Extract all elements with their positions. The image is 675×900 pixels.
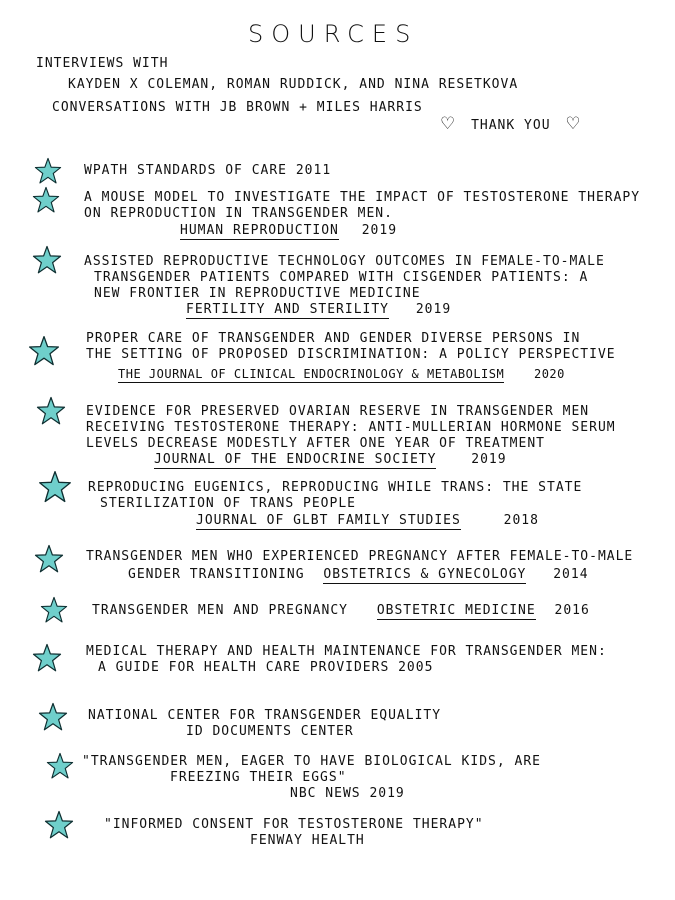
journal-name: FERTILITY AND STERILITY (186, 302, 390, 317)
intro-line-1: INTERVIEWS WITH (36, 56, 169, 71)
source-5-line-1: EVIDENCE FOR PRESERVED OVARIAN RESERVE IN TRANSGENDER MEN (86, 404, 590, 419)
star-icon (38, 702, 68, 732)
source-11-line-3: NBC NEWS 2019 (290, 786, 405, 801)
source-7-line-2: GENDER TRANSITIONING (128, 567, 305, 582)
source-7-citation (128, 567, 589, 583)
publication-year: 2019 (471, 452, 507, 467)
source-4-line-1: PROPER CARE OF TRANSGENDER AND GENDER DIVERSE PERSONS IN (86, 331, 581, 346)
star-icon (34, 157, 62, 185)
star-icon (40, 596, 68, 624)
publication-year: 2019 (361, 223, 398, 238)
journal-name: JOURNAL OF THE ENDOCRINE SOCIETY (154, 452, 437, 467)
source-8-citation (92, 603, 590, 619)
source-12-line-2: FENWAY HEALTH (250, 833, 365, 848)
source-9-line-2: A GUIDE FOR HEALTH CARE PROVIDERS 2005 (98, 660, 434, 675)
source-4-citation (118, 366, 565, 382)
source-2-line-1: A MOUSE MODEL TO INVESTIGATE THE IMPACT OF TESTOSTERONE THERAPY (84, 190, 641, 205)
heart-icon: ♡ (565, 114, 582, 134)
source-6-line-2: STERILIZATION OF TRANS PEOPLE (100, 496, 356, 511)
publication-year: 2020 (533, 367, 565, 381)
journal-name: JOURNAL OF GLBT FAMILY STUDIES (196, 513, 461, 528)
source-12-line-1: "INFORMED CONSENT FOR TESTOSTERONE THERAPY" (104, 817, 484, 832)
publication-year: 2019 (415, 302, 452, 317)
source-5-line-3: LEVELS DECREASE MODESTLY AFTER ONE YEAR OF TREATMENT (86, 436, 545, 451)
publication-year: 2014 (553, 567, 589, 582)
source-3-line-2: TRANSGENDER PATIENTS COMPARED WITH CISGENDER PATIENTS: A (94, 270, 589, 285)
thank-you-note (440, 116, 582, 134)
publication-year: 2018 (503, 513, 539, 528)
source-2-line-2: ON REPRODUCTION IN TRANSGENDER MEN. (84, 206, 393, 221)
source-5-citation (154, 452, 507, 468)
source-2-citation (180, 223, 397, 239)
journal-name: OBSTETRIC MEDICINE (376, 603, 536, 618)
source-10-line-2: ID DOCUMENTS CENTER (186, 724, 354, 739)
source-9-line-1: MEDICAL THERAPY AND HEALTH MAINTENANCE FOR TRANSGENDER MEN: (86, 644, 607, 659)
star-icon (44, 810, 74, 840)
journal-name: THE JOURNAL OF CLINICAL ENDOCRINOLOGY & METABOLISM (118, 367, 505, 381)
source-3-line-1: ASSISTED REPRODUCTIVE TECHNOLOGY OUTCOMES IN FEMALE-TO-MALE (84, 254, 605, 269)
intro-line-2: KAYDEN X COLEMAN, ROMAN RUDDICK, AND NINA RESETKOVA (68, 77, 519, 92)
source-4-line-2: THE SETTING OF PROPOSED DISCRIMINATION: A POLICY PERSPECTIVE (86, 347, 616, 362)
star-icon (32, 245, 62, 275)
source-8-line-1: TRANSGENDER MEN AND PREGNANCY (92, 603, 348, 618)
source-3-citation (186, 302, 451, 318)
source-6-citation (196, 513, 539, 529)
star-icon (28, 335, 60, 367)
source-7-line-1: TRANSGENDER MEN WHO EXPERIENCED PREGNANCY AFTER FEMALE-TO-MALE (86, 549, 634, 564)
page-title: SOURCES (248, 20, 419, 48)
source-11-line-1: "TRANSGENDER MEN, EAGER TO HAVE BIOLOGICAL KIDS, ARE (82, 754, 541, 769)
source-3-line-3: NEW FRONTIER IN REPRODUCTIVE MEDICINE (94, 286, 421, 301)
publication-year: 2016 (554, 603, 590, 618)
source-11-line-2: FREEZING THEIR EGGS" (170, 770, 347, 785)
star-icon (32, 643, 62, 673)
journal-name: OBSTETRICS & GYNECOLOGY (323, 567, 527, 582)
source-6-line-1: REPRODUCING EUGENICS, REPRODUCING WHILE TRANS: THE STATE (88, 480, 583, 495)
star-icon (38, 470, 72, 504)
heart-icon: ♡ (440, 114, 457, 134)
intro-line-3: CONVERSATIONS WITH JB BROWN + MILES HARRIS (52, 100, 423, 115)
star-icon (36, 396, 66, 426)
star-icon (46, 752, 74, 780)
source-10-line-1: NATIONAL CENTER FOR TRANSGENDER EQUALITY (88, 708, 442, 723)
thank-you-text: THANK YOU (471, 118, 551, 133)
source-5-line-2: RECEIVING TESTOSTERONE THERAPY: ANTI-MULLERIAN HORMONE SERUM (86, 420, 616, 435)
star-icon (32, 186, 60, 214)
journal-name: HUMAN REPRODUCTION (180, 223, 339, 238)
source-1-line-1: WPATH STANDARDS OF CARE 2011 (84, 163, 332, 178)
star-icon (34, 544, 64, 574)
